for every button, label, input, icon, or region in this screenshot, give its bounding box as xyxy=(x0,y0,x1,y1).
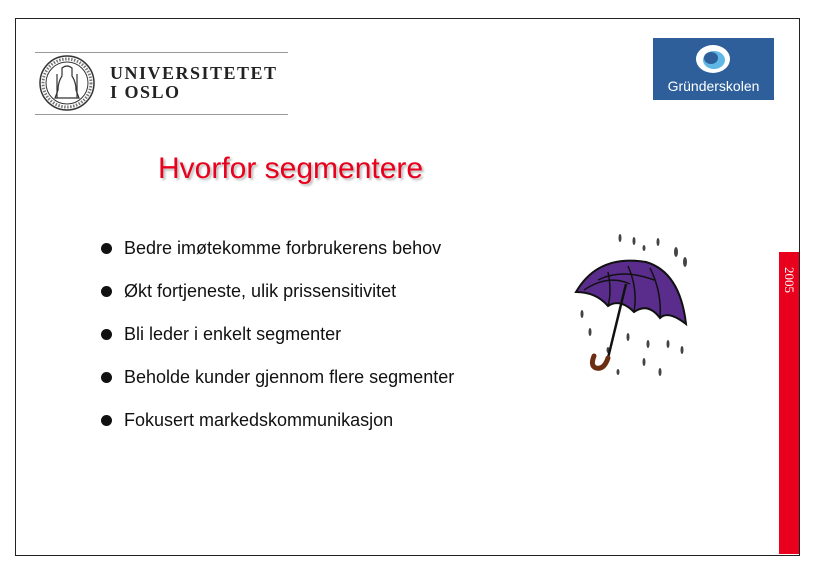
bullet-dot-icon xyxy=(101,286,112,297)
university-name xyxy=(110,64,278,102)
bullet-text: Beholde kunder gjennom flere segmenter xyxy=(124,367,455,387)
bullet-text: Bedre imøtekomme forbrukerens behov xyxy=(124,238,442,258)
bullet-item xyxy=(100,410,454,453)
university-seal-icon xyxy=(32,54,102,112)
bullet-text: Bli leder i enkelt segmenter xyxy=(124,324,342,344)
university-name-line2: I OSLO xyxy=(110,82,181,102)
year-label xyxy=(779,258,799,302)
bullet-item xyxy=(100,367,454,410)
grunderskolen-label: Gründerskolen xyxy=(667,78,760,94)
umbrella-rain-icon xyxy=(568,232,692,380)
bullet-text: Fokusert markedskommunikasjon xyxy=(124,410,394,430)
bullet-dot-icon xyxy=(101,372,112,383)
bullet-text: Økt fortjeneste, ulik prissensitivitet xyxy=(124,281,397,301)
bullet-dot-icon xyxy=(101,415,112,426)
bullet-item xyxy=(100,324,454,367)
bullet-item xyxy=(100,238,454,281)
university-name-line1: UNIVERSITETET xyxy=(110,63,278,83)
year-text: 2005 xyxy=(782,267,797,293)
slide-title: Hvorfor segmentere xyxy=(158,152,424,185)
bullet-dot-icon xyxy=(101,329,112,340)
bullet-item xyxy=(100,281,454,324)
bullet-dot-icon xyxy=(101,243,112,254)
logo-top-rule xyxy=(35,52,288,53)
grunderskolen-logo-icon xyxy=(693,43,733,75)
grunderskolen-logo xyxy=(653,38,774,100)
logo-bottom-rule xyxy=(35,114,288,115)
bullet-list xyxy=(100,238,454,453)
